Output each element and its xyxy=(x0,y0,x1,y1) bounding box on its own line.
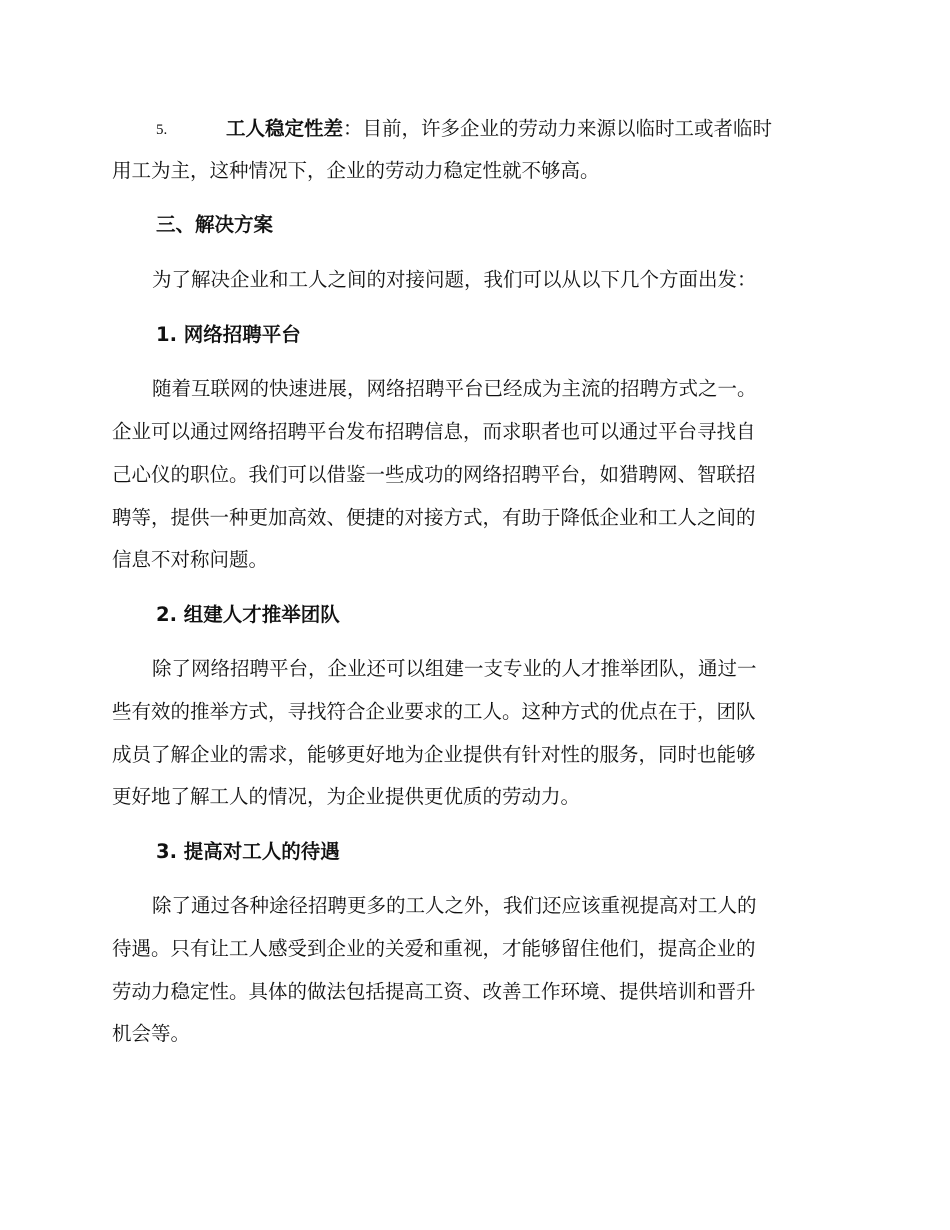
subheading-1: 1. 网络招聘平台 xyxy=(156,323,301,346)
intro-paragraph: 为了解决企业和工人之间的对接问题，我们可以从以下几个方面出发： xyxy=(152,268,757,291)
paragraph-1-line-3: 己心仪的职位。我们可以借鉴一些成功的网络招聘平台，如猎聘网、智联招 xyxy=(112,463,756,486)
paragraph-1-line-1: 随着互联网的快速进展，网络招聘平台已经成为主流的招聘方式之一。 xyxy=(152,377,757,400)
paragraph-3-line-4: 机会等。 xyxy=(112,1022,191,1045)
paragraph-2-line-3: 成员了解企业的需求，能够更好地为企业提供有针对性的服务，同时也能够 xyxy=(112,743,756,766)
paragraph-3-line-3: 劳动力稳定性。具体的做法包括提高工资、改善工作环境、提供培训和晋升 xyxy=(112,980,756,1003)
list-item-term: 工人稳定性差 xyxy=(226,117,344,140)
paragraph-2-line-4: 更好地了解工人的情况，为企业提供更优质的劳动力。 xyxy=(112,785,581,808)
paragraph-3-line-2: 待遇。只有让工人感受到企业的关爱和重视，才能够留住他们，提高企业的 xyxy=(112,937,756,960)
section-heading: 三、解决方案 xyxy=(156,213,274,236)
paragraph-1-line-2: 企业可以通过网络招聘平台发布招聘信息，而求职者也可以通过平台寻找自 xyxy=(112,420,756,443)
list-number: 5. xyxy=(156,122,168,138)
paragraph-3-line-1: 除了通过各种途径招聘更多的工人之外，我们还应该重视提高对工人的 xyxy=(152,894,757,917)
list-item-5-line-1 xyxy=(226,116,946,142)
list-item-text: ：目前，许多企业的劳动力来源以临时工或者临时 xyxy=(343,117,773,140)
subheading-3: 3. 提高对工人的待遇 xyxy=(156,840,340,863)
subheading-2: 2. 组建人才推举团队 xyxy=(156,603,340,626)
paragraph-2-line-2: 些有效的推举方式，寻找符合企业要求的工人。这种方式的优点在于，团队 xyxy=(112,700,756,723)
paragraph-1-line-4: 聘等，提供一种更加高效、便捷的对接方式，有助于降低企业和工人之间的 xyxy=(112,506,756,529)
list-item-5-line-2: 用工为主，这种情况下，企业的劳动力稳定性就不够高。 xyxy=(112,159,600,182)
paragraph-1-line-5: 信息不对称问题。 xyxy=(112,548,269,571)
paragraph-2-line-1: 除了网络招聘平台，企业还可以组建一支专业的人才推举团队，通过一 xyxy=(152,657,757,680)
